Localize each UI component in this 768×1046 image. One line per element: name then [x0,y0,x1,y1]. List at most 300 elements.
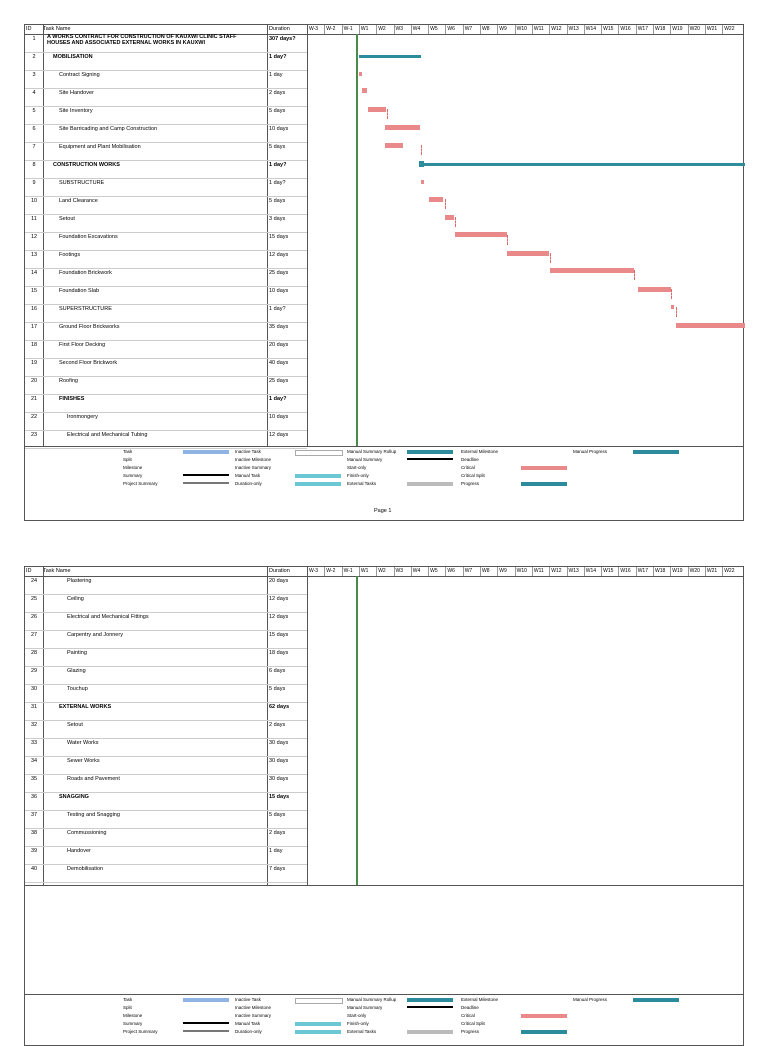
task-id: 31 [30,704,38,710]
task-duration: 15 days [269,234,289,240]
task-name: Foundation Slab [59,288,100,294]
legend-label: Split [123,1005,132,1010]
legend-label: Milestone [123,1013,143,1018]
week-label: W8 [480,567,497,576]
week-label: W16 [618,25,635,34]
task-row[interactable] [25,846,307,865]
task-id: 35 [30,776,38,782]
task-id: 9 [32,180,36,186]
legend-swatch [407,1006,453,1008]
legend-label: Task [123,997,133,1002]
legend-label: Finish-only [347,1021,369,1026]
task-duration: 25 days [269,270,289,276]
legend-label: Critical Split [461,1021,485,1026]
task-id: 40 [30,866,38,872]
task-name: SUPERSTRUCTURE [59,306,112,312]
legend-label: Manual Summary Rollup [347,997,397,1002]
legend-swatch [295,482,341,486]
task-id: 19 [30,360,38,366]
week-label: W7 [463,25,480,34]
status-date-line [356,576,358,885]
task-id: 3 [32,72,36,78]
task-name: HOUSES AND ASSOCIATED EXTERNAL WORKS IN KAUXWI [47,40,205,46]
legend-label: Inactive Milestone [235,1005,272,1010]
legend-label: Inactive Milestone [235,457,272,462]
critical-task-bar [671,305,674,309]
task-id: 20 [30,378,38,384]
week-label: W22 [722,25,739,34]
task-duration: 18 days [269,650,289,656]
legend-label: Finish-only [347,473,369,478]
task-row[interactable] [25,214,307,233]
dependency-link [421,145,422,155]
task-row[interactable] [25,394,307,413]
task-row[interactable] [25,196,307,215]
task-row[interactable] [25,864,307,883]
legend-label: Critical [461,1013,475,1018]
task-id: 25 [30,596,38,602]
task-id: 13 [30,252,38,258]
task-duration: 15 days [269,794,290,800]
legend-label: Project Summary [123,481,158,486]
task-row[interactable] [25,304,307,323]
task-name: Touchup [67,686,88,692]
task-name: Demobilisation [67,866,104,872]
week-label: W6 [445,567,462,576]
week-label: W14 [584,567,601,576]
task-name: Painting [67,650,87,656]
task-row[interactable] [25,810,307,829]
legend-label: Start-only [347,1013,367,1018]
task-duration: 1 day? [269,396,287,402]
task-name: Glazing [67,668,86,674]
legend-swatch [521,1014,567,1018]
task-id: 8 [32,162,36,168]
task-duration: 5 days [269,108,286,114]
task-row[interactable] [25,412,307,431]
legend-label: Inactive Summary [235,465,272,470]
task-id: 7 [32,144,36,150]
legend-swatch [521,1030,567,1034]
week-label: W5 [428,567,445,576]
task-id: 14 [30,270,38,276]
task-name: Ironmongery [67,414,98,420]
summary-bar [419,161,424,167]
week-label: W18 [653,567,670,576]
legend-label: Manual Progress [573,997,608,1002]
legend [25,446,743,505]
task-id: 15 [30,288,38,294]
week-label: W20 [688,25,705,34]
week-label: W17 [636,25,653,34]
task-name: First Floor Decking [59,342,106,348]
legend-label: Project Summary [123,1029,158,1034]
task-duration: 25 days [269,378,289,384]
task-duration: 12 days [269,252,289,258]
task-name: EXTERNAL WORKS [59,704,112,710]
legend-swatch [407,482,453,486]
legend-label: Manual Task [235,1021,261,1026]
task-row[interactable] [25,286,307,305]
task-id: 37 [30,812,38,818]
task-id: 27 [30,632,38,638]
week-label: W-2 [324,567,341,576]
critical-task-bar [455,232,507,237]
legend-label: Duration-only [235,1029,262,1034]
critical-task-bar [676,323,745,328]
legend-swatch [407,998,453,1002]
legend-swatch [295,450,343,456]
dependency-link [445,199,446,209]
task-duration: 30 days [269,758,289,764]
legend-label: Critical [461,465,475,470]
task-id: 33 [30,740,38,746]
legend-swatch [183,474,229,476]
legend [25,994,743,1035]
legend-label: Split [123,457,132,462]
task-id: 28 [30,650,38,656]
task-name: SUBSTRUCTURE [59,180,105,186]
week-label: W16 [618,567,635,576]
week-label: W14 [584,25,601,34]
task-row[interactable] [25,738,307,757]
week-label: W-3 [307,567,324,576]
task-id: 18 [30,342,38,348]
legend-label: Duration-only [235,481,262,486]
task-row[interactable] [25,232,307,251]
task-row[interactable] [25,88,307,107]
task-id: 22 [30,414,38,420]
legend-label: Progress [461,1029,480,1034]
legend-label: Start-only [347,465,367,470]
task-id: 26 [30,614,38,620]
week-label: W-2 [324,25,341,34]
duration-header: Duration [269,26,290,32]
week-label: W12 [549,25,566,34]
task-duration: 1 day? [269,306,286,312]
task-duration: 5 days [269,144,286,150]
legend-label: Critical Split [461,473,485,478]
task-duration: 307 days? [269,36,296,42]
task-row[interactable] [25,250,307,269]
task-row[interactable] [25,612,307,631]
legend-swatch [295,474,341,478]
week-label: W19 [670,25,687,34]
divider [307,25,308,446]
critical-task-bar [368,107,386,112]
task-name: Ceiling [67,596,84,602]
dependency-link [507,235,508,245]
critical-task-bar [429,197,443,202]
legend-label: Manual Summary [347,457,383,462]
task-id: 24 [30,578,38,584]
task-name: Testing and Snagging [67,812,120,818]
task-row[interactable] [25,142,307,161]
legend-swatch [521,466,567,470]
task-row[interactable] [25,358,307,377]
duration-header: Duration [269,568,290,574]
task-name: Foundation Brickwork [59,270,112,276]
week-label: W15 [601,567,618,576]
summary-bar [359,55,421,58]
task-row[interactable] [25,268,307,287]
task-duration: 1 day? [269,162,287,168]
task-id: 17 [30,324,38,330]
task-name: CONSTRUCTION WORKS [53,162,120,168]
legend-label: Manual Task [235,473,261,478]
legend-swatch [183,998,229,1002]
task-row[interactable] [25,52,307,71]
week-label: W13 [567,567,584,576]
task-row[interactable] [25,630,307,649]
task-id: 38 [30,830,38,836]
legend-swatch [295,1022,341,1026]
week-label: W4 [411,567,428,576]
legend-swatch [633,450,679,454]
task-row[interactable] [25,648,307,667]
week-label: W-1 [342,25,359,34]
gantt-frame-1 [24,24,744,521]
legend-label: Inactive Task [235,449,261,454]
week-label: W11 [532,25,549,34]
task-name: A WORKS CONTRACT FOR CONSTRUCTION OF KAUXWI CLINIC STAFF [47,34,237,40]
task-duration: 10 days [269,288,289,294]
task-row[interactable] [25,756,307,775]
task-name: Commussioning [67,830,107,836]
task-row[interactable] [25,792,307,811]
critical-task-bar [507,251,549,256]
task-name: Setout [67,722,83,728]
task-row[interactable] [25,124,307,143]
legend-swatch [407,458,453,460]
week-label: W10 [515,25,532,34]
critical-task-bar [385,143,403,148]
week-label: W1 [359,567,376,576]
week-label: W20 [688,567,705,576]
task-name: Foundation Excavations [59,234,118,240]
task-name: Footings [59,252,81,258]
legend-label: External Milestone [461,997,499,1002]
task-name: Roads and Pavement [67,776,120,782]
dependency-link [455,217,456,227]
task-name: Roofing [59,378,78,384]
task-duration: 2 days [269,830,286,836]
task-id: 5 [32,108,36,114]
task-duration: 3 days [269,216,286,222]
week-label: W17 [636,567,653,576]
task-name: Electrical and Mechanical Tubing [67,432,148,438]
legend-label: Deadline [461,1005,479,1010]
task-duration: 12 days [269,432,289,438]
task-id: 10 [30,198,38,204]
week-label: W-1 [342,567,359,576]
task-duration: 7 days [269,866,286,872]
task-row[interactable] [25,178,307,197]
week-label: W7 [463,567,480,576]
dependency-link [634,270,635,280]
task-id: 32 [30,722,38,728]
task-id: 21 [30,396,38,402]
legend-label: Manual Summary Rollup [347,449,397,454]
task-id: 1 [32,36,36,42]
week-label: W13 [567,25,584,34]
task-id: 36 [30,794,38,800]
task-row[interactable] [25,34,307,53]
task-name-header: Task Name [43,568,71,574]
week-label: W18 [653,25,670,34]
legend-label: External Milestone [461,449,499,454]
gantt-page-2 [0,566,768,1034]
task-name: Plastering [67,578,92,584]
task-row[interactable] [25,684,307,703]
task-row[interactable] [25,576,307,595]
task-duration: 12 days [269,614,289,620]
task-name: Handover [67,848,91,854]
task-name: Land Clearance [59,198,98,204]
legend-label: Manual Progress [573,449,608,454]
task-id: 39 [30,848,38,854]
legend-label: External Tasks [347,481,377,486]
legend-swatch [295,1030,341,1034]
legend-label: Summary [123,473,143,478]
task-row[interactable] [25,720,307,739]
legend-swatch [521,482,567,486]
critical-task-bar [445,215,454,220]
task-id: 23 [30,432,38,438]
task-duration: 6 days [269,668,286,674]
task-duration: 15 days [269,632,289,638]
task-duration: 1 day [269,848,283,854]
divider [307,567,308,885]
week-label: W-3 [307,25,324,34]
week-label: W3 [394,25,411,34]
week-label: W21 [705,567,722,576]
task-duration: 35 days [269,324,289,330]
task-duration: 2 days [269,722,286,728]
task-duration: 12 days [269,596,289,602]
status-date-line [356,34,358,446]
task-duration: 1 day? [269,54,287,60]
week-label: W2 [376,567,393,576]
task-id: 2 [32,54,36,60]
week-label: W8 [480,25,497,34]
legend-swatch [407,450,453,454]
task-name: Site Inventory [59,108,93,114]
week-label: W5 [428,25,445,34]
task-row[interactable] [25,774,307,793]
gantt-page-1 [0,0,768,522]
task-duration: 5 days [269,686,286,692]
task-row[interactable] [25,70,307,89]
task-name: Site Handover [59,90,94,96]
task-id: 29 [30,668,38,674]
summary-bar [421,163,745,166]
task-id: 6 [32,126,36,132]
critical-task-bar [359,72,362,76]
task-duration: 40 days [269,360,289,366]
week-label: W2 [376,25,393,34]
task-duration: 20 days [269,342,289,348]
task-row[interactable] [25,340,307,359]
week-label: W11 [532,567,549,576]
task-name-header: Task Name [43,26,71,32]
task-row[interactable] [25,160,307,179]
id-header: ID [26,26,32,32]
task-name: Contract Signing [59,72,100,78]
task-name: Carpentry and Jonnery [67,632,123,638]
legend-swatch [183,1030,229,1032]
task-id: 34 [30,758,38,764]
task-id: 16 [30,306,38,312]
legend-label: Deadline [461,457,479,462]
week-label: W22 [722,567,739,576]
task-name: Setout [59,216,75,222]
week-label: W19 [670,567,687,576]
week-label: W6 [445,25,462,34]
legend-label: Milestone [123,465,143,470]
task-row[interactable] [25,106,307,125]
task-duration: 1 day [269,72,283,78]
task-duration: 2 days [269,90,286,96]
task-row[interactable] [25,594,307,613]
task-duration: 62 days [269,704,290,710]
task-row[interactable] [25,376,307,395]
critical-task-bar [550,268,634,273]
task-name: Sewer Works [67,758,100,764]
dependency-link [671,289,672,299]
task-row[interactable] [25,702,307,721]
week-label: W21 [705,25,722,34]
critical-task-bar [421,180,424,184]
task-id: 4 [32,90,36,96]
id-header: ID [26,568,32,574]
task-duration: 5 days [269,198,286,204]
task-name: Water Works [67,740,99,746]
task-name: Equipment and Plant Mobilisation [59,144,141,150]
task-name: MOBILISATION [53,54,93,60]
task-duration: 30 days [269,776,289,782]
gantt-frame-2 [24,566,744,1046]
week-label: W9 [497,25,514,34]
week-label: W1 [359,25,376,34]
legend-label: Manual Summary [347,1005,383,1010]
task-row[interactable] [25,322,307,341]
legend-swatch [183,450,229,454]
task-name: Second Floor Brickwork [59,360,118,366]
dependency-link [550,253,551,263]
task-id: 11 [31,216,37,222]
legend-label: External Tasks [347,1029,377,1034]
task-id: 30 [30,686,38,692]
legend-label: Summary [123,1021,143,1026]
week-label: W10 [515,567,532,576]
legend-swatch [183,482,229,484]
task-duration: 5 days [269,812,286,818]
week-label: W9 [497,567,514,576]
dependency-link [387,109,388,119]
legend-label: Inactive Task [235,997,261,1002]
week-label: W15 [601,25,618,34]
task-name: Site Barricading and Camp Construction [59,126,158,132]
task-row[interactable] [25,828,307,847]
legend-swatch [295,998,343,1004]
task-duration: 30 days [269,740,289,746]
legend-swatch [407,1030,453,1034]
task-name: SNAGGING [59,794,89,800]
task-row[interactable] [25,666,307,685]
task-name: FINISHES [59,396,85,402]
task-duration: 10 days [269,414,289,420]
